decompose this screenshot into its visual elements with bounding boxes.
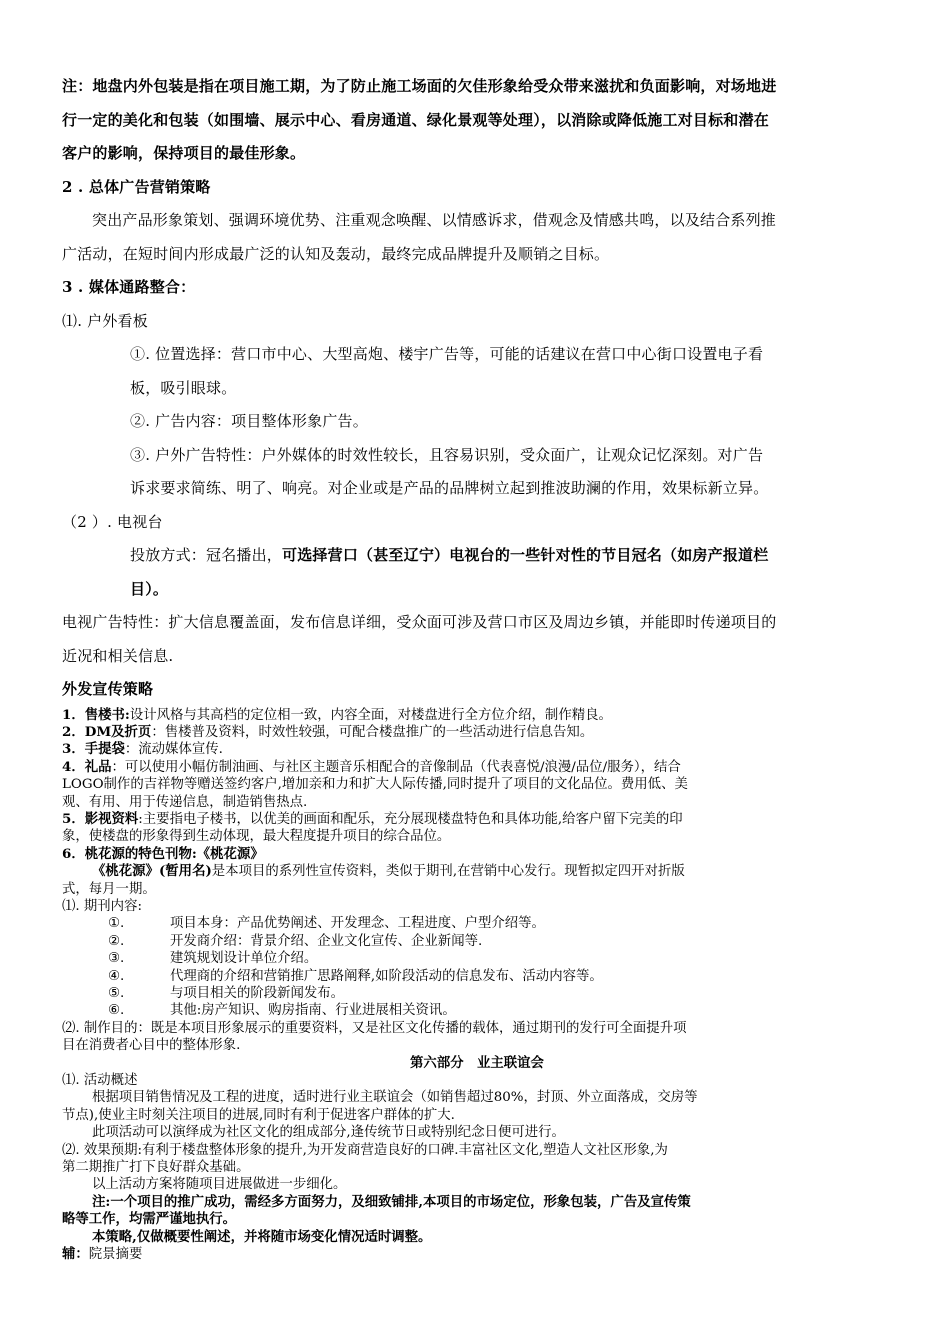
item-number: ⑥.	[108, 1003, 125, 1019]
subsection-title: （2 ）. 电视台	[62, 512, 163, 531]
promo-item-intro	[62, 863, 892, 880]
item-number: ②.	[108, 933, 125, 949]
paragraph-line: 广活动，在短时间内形成最广泛的认知及轰动，最终完成品牌提升及顺销之目标。	[62, 244, 610, 263]
content-item	[62, 933, 892, 950]
appendix-label: 辅：	[62, 1246, 89, 1263]
item-text: 建筑规划设计单位介绍。	[170, 951, 318, 967]
item-label: 《桃花源》(暂用名)	[92, 863, 212, 880]
purpose-line: 目在消费者心目中的整体形象.	[62, 1038, 241, 1054]
item-text: 设计风格与其高档的定位相一致，内容全面，对楼盘进行全方位介绍，制作精良。	[129, 707, 612, 723]
item-number: ①.	[108, 916, 125, 932]
note-line: 客户的影响，保持项目的最佳形象。	[62, 144, 306, 162]
content-item	[62, 968, 892, 985]
item-label: 3．手提袋	[62, 741, 125, 758]
text-bold: 可选择营口（甚至辽宁）电视台的一些针对性的节目冠名（如房产报道栏	[282, 546, 769, 564]
closing-note: 略等工作，均需严谨地执行。	[62, 1211, 237, 1228]
section-2-title: 2 . 总体广告营销策略	[62, 177, 211, 196]
promo-item	[62, 759, 892, 776]
promo-item	[62, 724, 892, 741]
content-item	[62, 1002, 892, 1019]
promo-item: 6．桃花源的特色刊物:《桃花源》	[62, 845, 264, 862]
item-text: ：可以使用小幅仿制油画、与社区主题音乐相配合的音像制品（代表喜悦/浪漫/品位/服务），结合	[111, 759, 681, 775]
promo-item-cont: LOGO制作的吉祥物等赠送签约客户,增加亲和力和扩大人际传播,同时提升了项目的文化品位。费用低、美	[62, 777, 688, 793]
section-3-title: 3 . 媒体通路整合：	[62, 278, 196, 296]
item-text: :主要指电子楼书，以优美的画面和配乐，充分展现楼盘特色和具体功能,给客户留下完美的印	[138, 811, 683, 827]
content-item	[62, 915, 892, 932]
effect-line: 第二期推广打下良好群众基础。	[62, 1160, 250, 1176]
paragraph-line: 突出产品形象策划、强调环境优势、注重观念唤醒、以情感诉求，借观念及情感共鸣，以及结合系列推	[92, 211, 777, 229]
note-line: 注：地盘内外包装是指在项目施工期，为了防止施工场面的欠佳形象给受众带来滋扰和负面影响，对场地进	[62, 77, 777, 95]
content-item	[62, 985, 892, 1002]
promo-title: 外发宣传策略	[62, 680, 154, 698]
effect-line: ⑵. 效果预期:有利于楼盘整体形象的提升,为开发商营造良好的口碑.丰富社区文化,塑造人文社区形象,为	[62, 1142, 668, 1158]
part-six-heading: 第六部分 业主联谊会	[410, 1054, 544, 1071]
item-text: 其他:房产知识、购房指南、行业进展相关资讯。	[170, 1003, 456, 1019]
list-line	[62, 539, 892, 573]
list-line: ③. 户外广告特性：户外媒体的时效性较长，且容易识别，受众面广，让观众记忆深刻。对广告	[130, 445, 764, 464]
effect-line: 以上活动方案将随项目进展做进一步细化。	[92, 1177, 347, 1193]
purpose-line: ⑵. 制作目的：既是本项目形象展示的重要资料，又是社区文化传播的载体，通过期刊的发行可全面提升项	[62, 1020, 687, 1036]
text-normal: 投放方式：冠名播出，	[130, 546, 283, 564]
overview-line: 此项活动可以演绎成为社区文化的组成部分,逢传统节日或特别纪念日便可进行。	[92, 1125, 565, 1141]
promo-item	[62, 707, 892, 724]
item-text: 代理商的介绍和营销推广思路阐释,如阶段活动的信息发布、活动内容等。	[170, 968, 603, 984]
item-text: 项目本身：产品优势阐述、开发理念、工程进度、户型介绍等。	[170, 916, 545, 932]
list-line: 诉求要求简练、明了、响亮。对企业或是产品的品牌树立起到推波助澜的作用，效果标新立异。	[130, 479, 769, 497]
item-text: ：售楼普及资料，时效性较强，可配合楼盘推广的一些活动进行信息告知。	[151, 724, 594, 740]
item-number: ⑤.	[108, 986, 125, 1001]
promo-item-cont: 式，每月一期。	[62, 881, 156, 897]
promo-item	[62, 811, 892, 828]
content-item	[62, 950, 892, 967]
item-text: 是本项目的系列性宣传资料，类似于期刊,在营销中心发行。现暂拟定四开对折版	[211, 864, 685, 880]
closing-note: 本策略,仅做概要性阐述，并将随市场变化情况适时调整。	[92, 1228, 432, 1245]
promo-item-cont: 观、有用、用于传递信息，制造销售热点.	[62, 794, 308, 810]
item-label: 4．礼品	[62, 758, 112, 775]
item-label: 2．DM及折页	[62, 723, 152, 740]
closing-note: 注:一个项目的推广成功，需经多方面努力，及细致铺排,本项目的市场定位，形象包装，广告及宣传策	[92, 1193, 691, 1210]
list-line: 板，吸引眼球。	[130, 378, 237, 397]
promo-item	[62, 741, 892, 758]
item-label: 1．售楼书:	[62, 706, 130, 723]
list-line: ①. 位置选择：营口市中心、大型高炮、楼宇广告等，可能的话建议在营口中心街口设置电子看	[130, 345, 764, 363]
appendix-text: 院景摘要	[88, 1247, 143, 1263]
list-line: 目）。	[130, 579, 169, 598]
overview-title: ⑴. 活动概述	[62, 1073, 138, 1089]
paragraph-line: 近况和相关信息.	[62, 646, 174, 665]
item-label: 5．影视资料	[62, 810, 139, 827]
content-title: ⑴. 期刊内容:	[62, 898, 142, 914]
promo-item-cont: 象，使楼盘的形象得到生动体现，最大程度提升项目的综合品位。	[62, 829, 451, 845]
overview-line: 节点),使业主时刻关注项目的进展,同时有利于促进客户群体的扩大.	[62, 1107, 455, 1123]
item-text: ：流动媒体宣传.	[124, 742, 223, 758]
overview-line: 根据项目销售情况及工程的进度，适时进行业主联谊会（如销售超过80%，封顶、外立面落成，交房等	[92, 1090, 698, 1106]
list-line: ②. 广告内容：项目整体形象广告。	[130, 412, 368, 430]
paragraph-line: 电视广告特性：扩大信息覆盖面，发布信息详细，受众面可涉及营口市区及周边乡镇，并能即时传递项目的	[62, 613, 777, 631]
item-text: 与项目相关的阶段新闻发布。	[170, 986, 345, 1001]
subsection-title: ⑴. 户外看板	[62, 311, 148, 330]
item-number: ④.	[108, 968, 125, 984]
appendix-line	[62, 1246, 892, 1263]
note-line: 行一定的美化和包装（如围墙、展示中心、看房通道、绿化景观等处理），以消除或降低施工对目标和潜在	[62, 110, 769, 129]
document-page	[62, 70, 892, 1264]
item-text: 开发商介绍：背景介绍、企业文化宣传、企业新闻等.	[170, 933, 483, 949]
item-number: ③.	[108, 951, 125, 967]
